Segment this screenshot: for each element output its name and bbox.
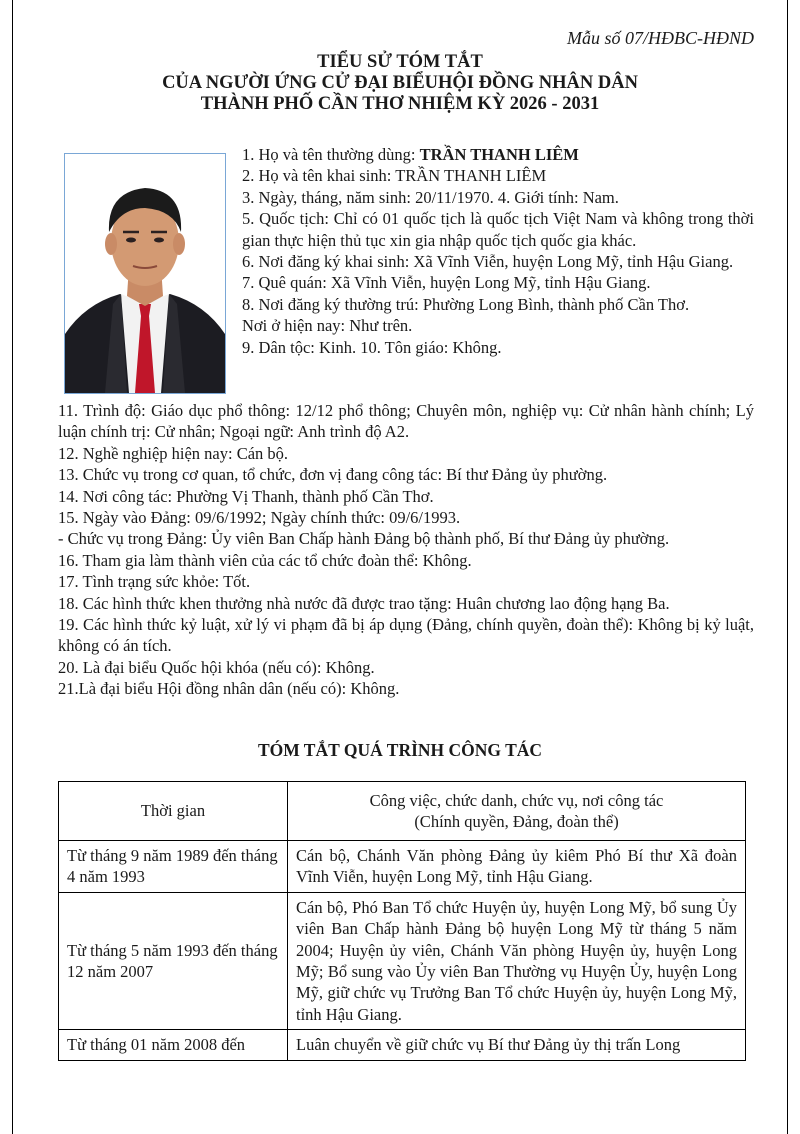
- info-item-11: 11. Trình độ: Giáo dục phổ thông: 12/12 phổ thông; Chuyên môn, nghiệp vụ: Cử nhân hành chính; Lý luận chính trị: Cử nhân; Ngoại ngữ: Anh trình độ A2.: [58, 401, 754, 442]
- info-item-21: 21.Là đại biểu Hội đồng nhân dân (nếu có): Không.: [58, 679, 400, 699]
- info-item-1: 1. Họ và tên thường dùng: TRẦN THANH LIÊM: [242, 145, 579, 164]
- info-item-8: 8. Nơi đăng ký thường trú: Phường Long Bình, thành phố Cần Thơ.: [242, 294, 690, 314]
- info-item-19: 19. Các hình thức kỷ luật, xử lý vi phạm đã bị áp dụng (Đảng, chính quyền, đoàn thể): Không bị kỷ luật, không có án tích.: [58, 615, 754, 656]
- table-header-row: [59, 782, 746, 841]
- title-line-2: CỦA NGƯỜI ỨNG CỬ ĐẠI BIỂUHỘI ĐỒNG NHÂN DÂN: [162, 73, 638, 93]
- row-work: Luân chuyển về giữ chức vụ Bí thư Đảng ủy thị trấn Long: [288, 1030, 746, 1060]
- form-number: Mẫu số 07/HĐBC-HĐND: [567, 28, 754, 48]
- info-item-15b: - Chức vụ trong Đảng: Ủy viên Ban Chấp hành Đảng bộ thành phố, Bí thư Đảng ủy phường.: [58, 529, 670, 549]
- header-work: [288, 782, 746, 841]
- work-history-table: [58, 781, 746, 1061]
- info-item-7: 7. Quê quán: Xã Vĩnh Viễn, huyện Long Mỹ, tỉnh Hậu Giang.: [242, 273, 651, 293]
- info-item-3: 3. Ngày, tháng, năm sinh: 20/11/1970. 4. Giới tính: Nam.: [242, 187, 619, 207]
- info-item-6: 6. Nơi đăng ký khai sinh: Xã Vĩnh Viễn, huyện Long Mỹ, tỉnh Hậu Giang.: [242, 252, 734, 272]
- header-work-line-1: Công việc, chức danh, chức vụ, nơi công tác: [369, 790, 664, 810]
- title-line-3: THÀNH PHỐ CẦN THƠ NHIỆM KỲ 2026 - 2031: [200, 94, 600, 114]
- personal-info-top: [242, 144, 754, 358]
- document-title: [0, 52, 800, 115]
- row-work: Cán bộ, Phó Ban Tổ chức Huyện ủy, huyện Long Mỹ, bổ sung Ủy viên Ban Chấp hành Đảng bộ huyện Long Mỹ từ tháng 5 năm 2004; Huyện ủy viên, Chánh Văn phòng Huyện ủy, huyện Long Mỹ; Bổ sung vào Ủy viên Ban Thường vụ Huyện Ủy, huyện Long Mỹ, giữ chức vụ Trưởng Ban Tổ chức Huyện ủy, huyện Long Mỹ, tỉnh Hậu Giang.: [288, 892, 746, 1029]
- info-item-8b: Nơi ở hiện nay: Như trên.: [242, 316, 413, 336]
- row-time: Từ tháng 9 năm 1989 đến tháng 4 năm 1993: [59, 841, 288, 893]
- row-time: Từ tháng 01 năm 2008 đến: [59, 1030, 288, 1060]
- personal-info-bottom: [58, 400, 754, 700]
- table-row: [59, 1030, 746, 1060]
- info-item-17: 17. Tình trạng sức khỏe: Tốt.: [58, 572, 251, 592]
- info-item-15: 15. Ngày vào Đảng: 09/6/1992; Ngày chính thức: 09/6/1993.: [58, 508, 461, 528]
- info-item-9: 9. Dân tộc: Kinh. 10. Tôn giáo: Không.: [242, 337, 502, 357]
- full-name: TRẦN THANH LIÊM: [419, 145, 579, 164]
- info-item-13: 13. Chức vụ trong cơ quan, tổ chức, đơn vị đang công tác: Bí thư Đảng ủy phường.: [58, 465, 608, 485]
- table-row: [59, 892, 746, 1029]
- info-item-16: 16. Tham gia làm thành viên của các tổ chức đoàn thể: Không.: [58, 550, 472, 570]
- info-item-12: 12. Nghề nghiệp hiện nay: Cán bộ.: [58, 443, 289, 463]
- info-item-20: 20. Là đại biểu Quốc hội khóa (nếu có): Không.: [58, 657, 375, 677]
- info-item-14: 14. Nơi công tác: Phường Vị Thanh, thành phố Cần Thơ.: [58, 486, 434, 506]
- row-time: Từ tháng 5 năm 1993 đến tháng 12 năm 2007: [59, 892, 288, 1029]
- section-title: TÓM TẮT QUÁ TRÌNH CÔNG TÁC: [257, 740, 543, 760]
- portrait-photo: [64, 153, 226, 394]
- info-item-2: 2. Họ và tên khai sinh: TRẦN THANH LIÊM: [242, 166, 547, 186]
- title-line-1: TIỂU SỬ TÓM TẮT: [317, 52, 483, 72]
- info-item-5: 5. Quốc tịch: Chỉ có 01 quốc tịch là quốc tịch Việt Nam và không trong thời gian thực hiện thủ tục xin gia nhập quốc tịch quốc gia khác.: [242, 209, 754, 250]
- info-item-18: 18. Các hình thức khen thưởng nhà nước đã được trao tặng: Huân chương lao động hạng Ba.: [58, 593, 670, 613]
- header-work-line-2: (Chính quyền, Đảng, đoàn thể): [414, 812, 619, 831]
- row-work: Cán bộ, Chánh Văn phòng Đảng ủy kiêm Phó Bí thư Xã đoàn Vĩnh Viễn, huyện Long Mỹ, tỉnh Hậu Giang.: [288, 841, 746, 893]
- header-time: Thời gian: [59, 782, 288, 841]
- table-row: [59, 841, 746, 893]
